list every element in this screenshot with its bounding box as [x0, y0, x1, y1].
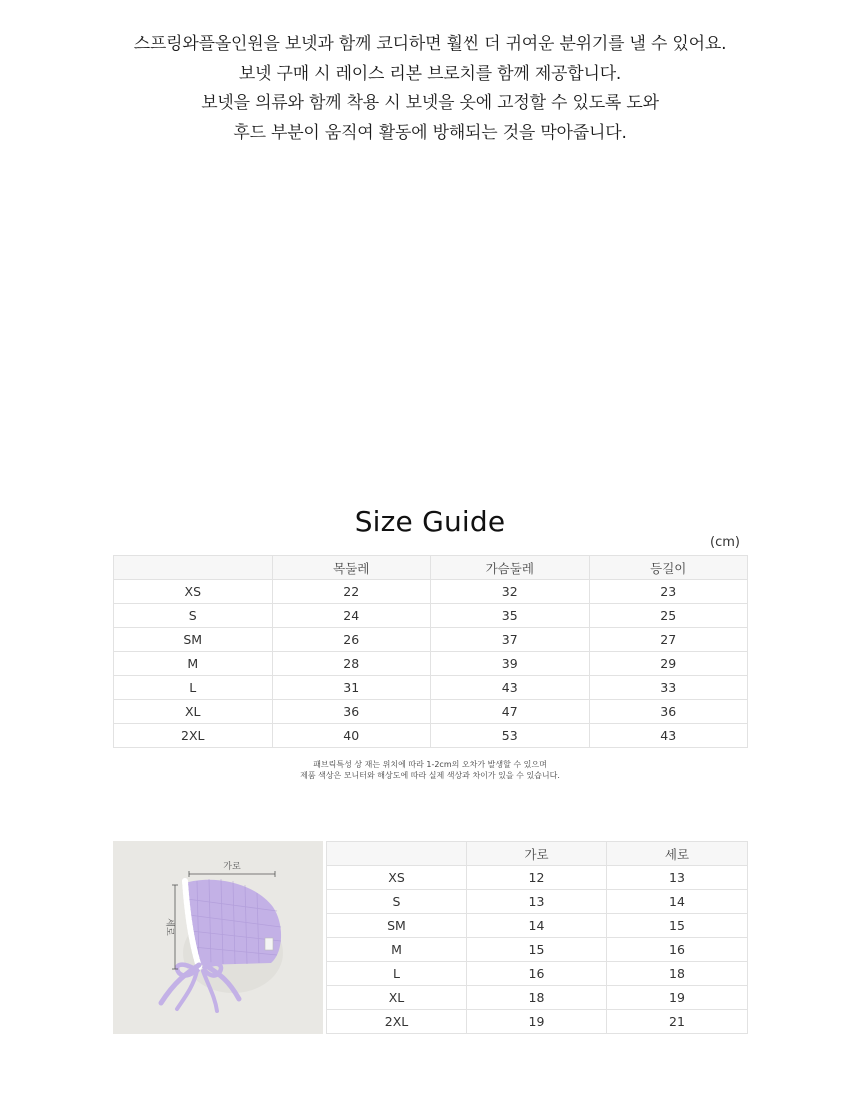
- bonnet-photo: [113, 841, 323, 1034]
- table-row: [114, 652, 748, 676]
- value-cell: 23: [589, 580, 748, 604]
- size-cell: SM: [114, 628, 273, 652]
- header-cell: 등길이: [589, 556, 748, 580]
- table-row: [327, 986, 748, 1010]
- size-cell: SM: [327, 914, 467, 938]
- value-cell: 18: [467, 986, 607, 1010]
- value-cell: 15: [607, 914, 748, 938]
- size-guide-title: Size Guide: [354, 505, 506, 538]
- value-cell: 19: [607, 986, 748, 1010]
- value-cell: 53: [431, 724, 590, 748]
- intro-line: 보넷을 의류와 함께 착용 시 보넷을 옷에 고정할 수 있도록 도와: [201, 93, 659, 113]
- bonnet-size-table: [326, 841, 748, 1034]
- bonnet-illustration: [113, 841, 323, 1034]
- garment-size-table: [113, 555, 748, 748]
- value-cell: 27: [589, 628, 748, 652]
- value-cell: 15: [467, 938, 607, 962]
- value-cell: 14: [607, 890, 748, 914]
- table-row: [327, 962, 748, 986]
- size-cell: L: [327, 962, 467, 986]
- table-row: [114, 700, 748, 724]
- value-cell: 25: [589, 604, 748, 628]
- photo-width-label: 가로: [223, 862, 241, 872]
- size-cell: XS: [327, 866, 467, 890]
- value-cell: 24: [272, 604, 431, 628]
- size-cell: M: [114, 652, 273, 676]
- note-line: 패브릭특성 상 재는 위치에 따라 1-2cm의 오차가 발생할 수 있으며: [313, 760, 547, 769]
- size-cell: S: [114, 604, 273, 628]
- value-cell: 37: [431, 628, 590, 652]
- size-cell: XS: [114, 580, 273, 604]
- value-cell: 22: [272, 580, 431, 604]
- header-cell: 가슴둘레: [431, 556, 590, 580]
- value-cell: 21: [607, 1010, 748, 1034]
- value-cell: 33: [589, 676, 748, 700]
- value-cell: 29: [589, 652, 748, 676]
- value-cell: 14: [467, 914, 607, 938]
- header-cell: [327, 842, 467, 866]
- table-row: [114, 580, 748, 604]
- value-cell: 31: [272, 676, 431, 700]
- value-cell: 47: [431, 700, 590, 724]
- size-cell: M: [327, 938, 467, 962]
- table-row: [327, 866, 748, 890]
- size-cell: S: [327, 890, 467, 914]
- value-cell: 35: [431, 604, 590, 628]
- table-row: [327, 890, 748, 914]
- value-cell: 19: [467, 1010, 607, 1034]
- table-row: [114, 676, 748, 700]
- value-cell: 43: [431, 676, 590, 700]
- value-cell: 13: [607, 866, 748, 890]
- value-cell: 26: [272, 628, 431, 652]
- photo-height-label: 세로: [164, 918, 174, 936]
- size-cell: XL: [327, 986, 467, 1010]
- table-row: [114, 724, 748, 748]
- value-cell: 43: [589, 724, 748, 748]
- table-row: [114, 628, 748, 652]
- header-cell: 세로: [607, 842, 748, 866]
- size-cell: XL: [114, 700, 273, 724]
- value-cell: 39: [431, 652, 590, 676]
- header-cell: 목둘레: [272, 556, 431, 580]
- table-row: [327, 914, 748, 938]
- intro-line: 스프링와플올인원을 보넷과 함께 코디하면 훨씬 더 귀여운 분위기를 낼 수 있어요.: [133, 34, 727, 54]
- unit-label: (cm): [710, 535, 740, 550]
- value-cell: 16: [467, 962, 607, 986]
- header-cell: 가로: [467, 842, 607, 866]
- note-line: 제품 색상은 모니터와 해상도에 따라 실제 색상과 차이가 있을 수 있습니다.: [300, 771, 560, 780]
- intro-line: 보넷 구매 시 레이스 리본 브로치를 함께 제공합니다.: [238, 63, 622, 84]
- size-notes: [0, 759, 860, 781]
- value-cell: 28: [272, 652, 431, 676]
- header-cell: [114, 556, 273, 580]
- size-cell: 2XL: [327, 1010, 467, 1034]
- value-cell: 36: [589, 700, 748, 724]
- table-row: [327, 1010, 748, 1034]
- table-header-row: [114, 556, 748, 580]
- size-cell: L: [114, 676, 273, 700]
- size-cell: 2XL: [114, 724, 273, 748]
- table-row: [114, 604, 748, 628]
- value-cell: 16: [607, 938, 748, 962]
- value-cell: 12: [467, 866, 607, 890]
- value-cell: 36: [272, 700, 431, 724]
- intro-line: 후드 부분이 움직여 활동에 방해되는 것을 막아줍니다.: [233, 122, 627, 143]
- value-cell: 18: [607, 962, 748, 986]
- value-cell: 32: [431, 580, 590, 604]
- value-cell: 13: [467, 890, 607, 914]
- table-header-row: [327, 842, 748, 866]
- value-cell: 40: [272, 724, 431, 748]
- intro-text: [0, 30, 860, 148]
- table-row: [327, 938, 748, 962]
